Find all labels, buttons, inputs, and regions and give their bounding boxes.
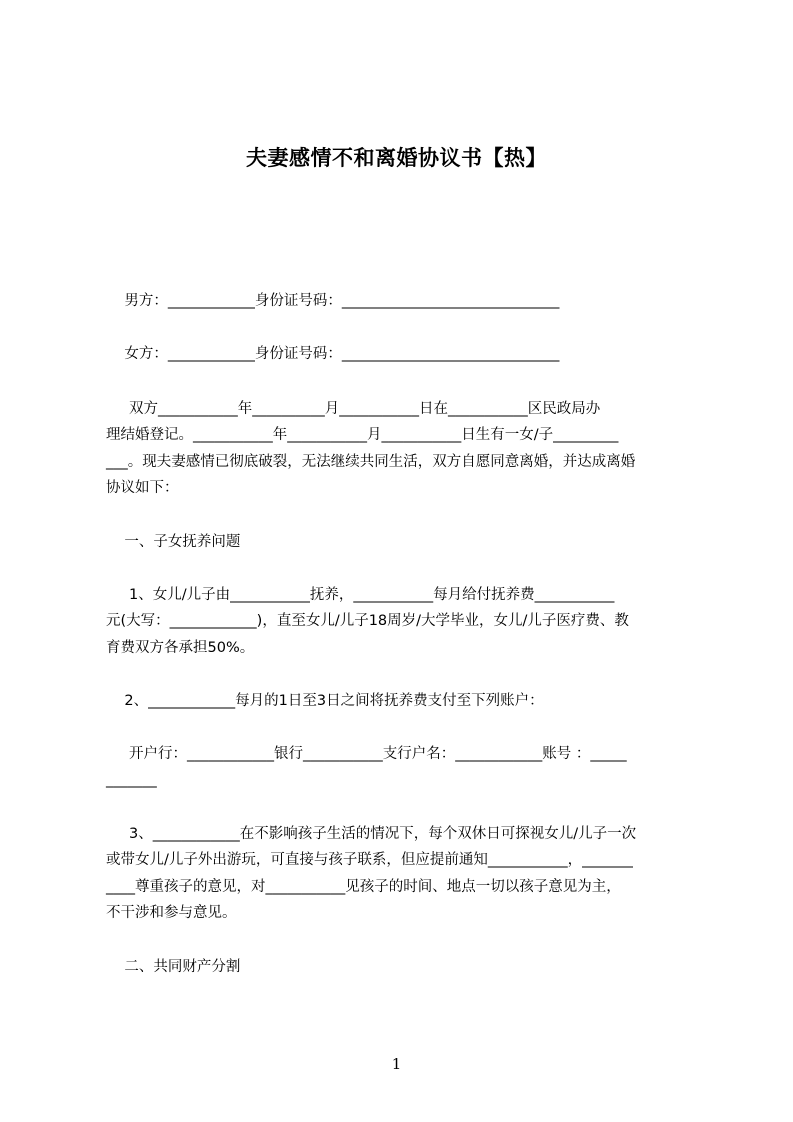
female-party-line: 女方：____________身份证号码：______________________________ [106, 346, 560, 362]
paragraph-line: ___。现夫妻感情已彻底破裂，无法继续共同生活，双方自愿同意离婚，并达成离婚 [106, 454, 636, 470]
paragraph-line: 元(大写：____________)，直至女儿/儿子18周岁/大学毕业，女儿/儿子医疗费、教 [106, 613, 629, 629]
account-line: 开户行：____________银行___________支行户名：____________账号 ：_____ [106, 746, 627, 762]
page-title: 夫妻感情不和离婚协议书【热】 [246, 146, 547, 170]
account-line: _______ [106, 772, 157, 788]
paragraph-line: 育费双方各承担50%。 [106, 640, 255, 656]
paragraph-line: ____尊重孩子的意见，对___________见孩子的时间、地点一切以孩子意见为主， [106, 879, 621, 895]
paragraph-line: 双方___________年__________月___________日在___________区民政局办 [106, 401, 601, 417]
male-party-line: 男方：____________身份证号码：______________________________ [106, 293, 560, 309]
section-heading: 二、共同财产分割 [106, 959, 241, 975]
paragraph-line: 理结婚登记。___________年___________月___________日生有一女/子_________ [106, 427, 619, 443]
paragraph-line: 1、女儿/儿子由___________抚养，___________每月给付抚养费___________ [106, 587, 615, 603]
paragraph-line: 2、____________每月的1日至3日之间将抚养费支付至下列账户： [106, 693, 544, 709]
paragraph-line: 协议如下： [106, 480, 179, 496]
page-number: 1 [391, 1055, 402, 1073]
paragraph-line: 3、____________在不影响孩子生活的情况下，每个双休日可探视女儿/儿子一次 [106, 826, 637, 842]
section-heading: 一、子女抚养问题 [106, 534, 241, 550]
paragraph-line: 不干涉和参与意见。 [106, 905, 237, 921]
paragraph-line: 或带女儿/儿子外出游玩，可直接与孩子联系，但应提前通知___________，_______ [106, 852, 633, 868]
